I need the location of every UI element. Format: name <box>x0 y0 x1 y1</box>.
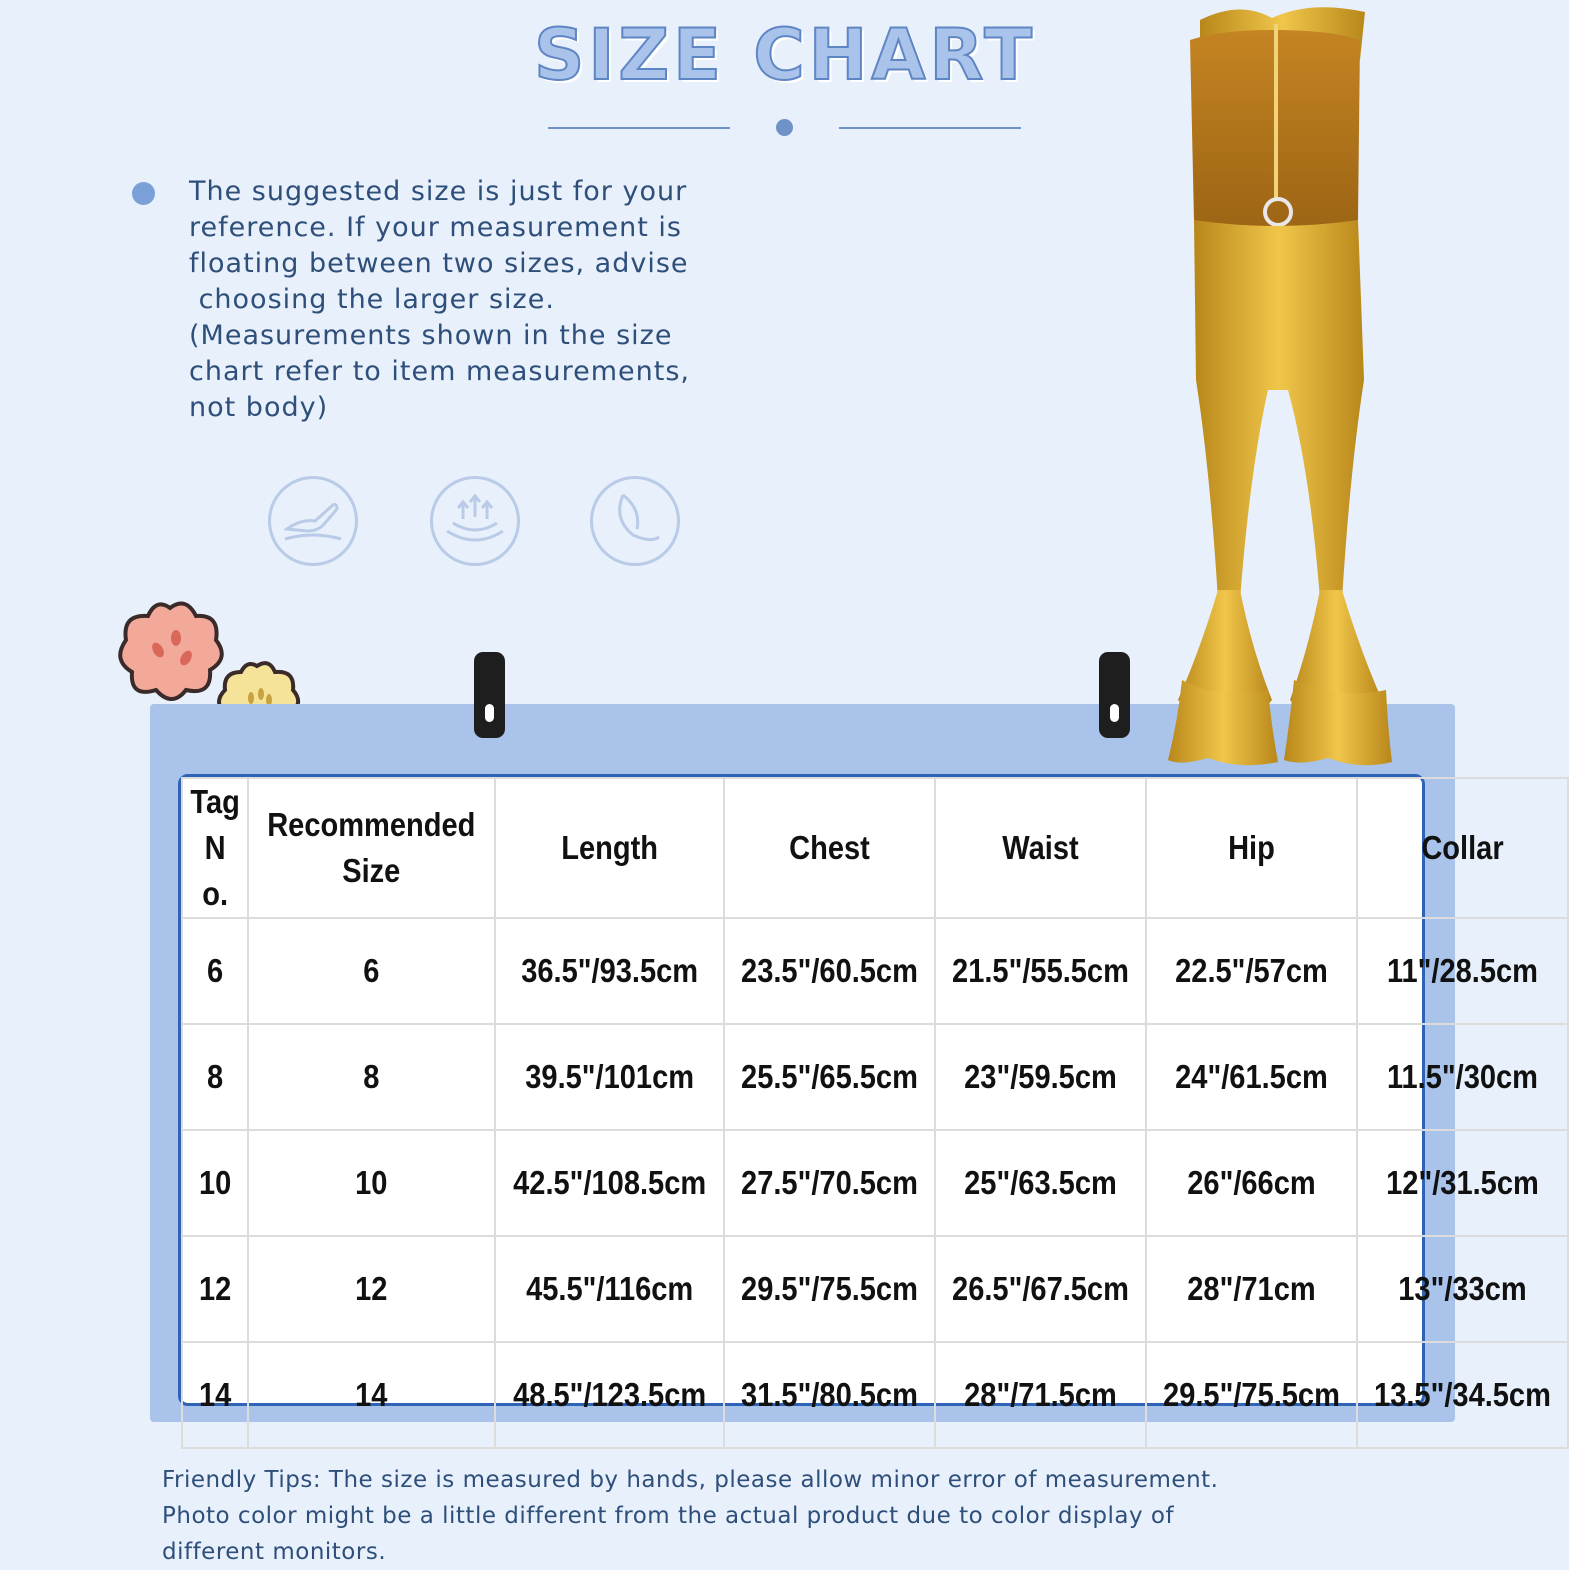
cell-recommended-size: 12 <box>263 1236 480 1342</box>
cell-length: 36.5"/93.5cm <box>509 918 711 1024</box>
table-row <box>182 1342 1568 1448</box>
cell-tag-no: 6 <box>186 918 244 1024</box>
soft-touch-hand-icon <box>268 476 358 566</box>
note-line: chart refer to item measurements, <box>189 356 690 387</box>
cell-chest: 23.5"/60.5cm <box>737 918 923 1024</box>
cell-tag-no: 14 <box>186 1342 244 1448</box>
cell-recommended-size: 8 <box>263 1024 480 1130</box>
note-line: reference. If your measurement is <box>189 212 682 243</box>
cell-chest: 29.5"/75.5cm <box>737 1236 923 1342</box>
size-table <box>181 777 1569 1449</box>
cell-length: 42.5"/108.5cm <box>509 1130 711 1236</box>
cell-hip: 24"/61.5cm <box>1159 1024 1345 1130</box>
cell-collar: 11"/28.5cm <box>1370 918 1556 1024</box>
tips-line: Photo color might be a little different from the actual product due to color display of <box>162 1503 1175 1529</box>
note-line: choosing the larger size. <box>189 284 555 315</box>
title-divider-right <box>839 127 1021 129</box>
header-tag-no: Tag N o. <box>186 778 244 918</box>
cell-hip: 22.5"/57cm <box>1159 918 1345 1024</box>
cell-collar: 12"/31.5cm <box>1370 1130 1556 1236</box>
cell-tag-no: 10 <box>186 1130 244 1236</box>
cell-hip: 28"/71cm <box>1159 1236 1345 1342</box>
cell-waist: 23"/59.5cm <box>948 1024 1134 1130</box>
cell-waist: 28"/71.5cm <box>948 1342 1134 1448</box>
table-row <box>182 918 1568 1024</box>
cell-chest: 31.5"/80.5cm <box>737 1342 923 1448</box>
page-title: SIZE CHART <box>533 14 1037 96</box>
tips-line: different monitors. <box>162 1539 387 1565</box>
cell-length: 48.5"/123.5cm <box>509 1342 711 1448</box>
cell-recommended-size: 6 <box>263 918 480 1024</box>
title-divider-dot <box>776 119 793 136</box>
cell-length: 39.5"/101cm <box>509 1024 711 1130</box>
header-chest: Chest <box>737 778 923 918</box>
cell-recommended-size: 10 <box>263 1130 480 1236</box>
cell-recommended-size: 14 <box>263 1342 480 1448</box>
header-recommended-size: Recommended Size <box>263 778 480 918</box>
cell-chest: 25.5"/65.5cm <box>737 1024 923 1130</box>
table-row <box>182 1024 1568 1130</box>
product-image <box>1160 0 1400 770</box>
header-hip: Hip <box>1159 778 1345 918</box>
cell-tag-no: 12 <box>186 1236 244 1342</box>
note-line: (Measurements shown in the size <box>189 320 673 351</box>
note-line: The suggested size is just for your <box>189 176 688 207</box>
title-divider-left <box>548 127 730 129</box>
lightweight-feather-icon <box>590 476 680 566</box>
cell-waist: 21.5"/55.5cm <box>948 918 1134 1024</box>
binder-clip-left <box>474 652 505 738</box>
stretch-arrows-icon <box>430 476 520 566</box>
cell-waist: 25"/63.5cm <box>948 1130 1134 1236</box>
tips-line: Friendly Tips: The size is measured by hands, please allow minor error of measurement. <box>162 1467 1219 1493</box>
size-note <box>189 174 849 426</box>
header-waist: Waist <box>948 778 1134 918</box>
friendly-tips <box>162 1462 1482 1570</box>
header-collar: Collar <box>1370 778 1556 918</box>
cell-tag-no: 8 <box>186 1024 244 1130</box>
cell-chest: 27.5"/70.5cm <box>737 1130 923 1236</box>
header-length: Length <box>509 778 711 918</box>
table-header-row <box>182 778 1568 918</box>
cell-length: 45.5"/116cm <box>509 1236 711 1342</box>
cell-hip: 26"/66cm <box>1159 1130 1345 1236</box>
note-line: not body) <box>189 392 329 423</box>
note-line: floating between two sizes, advise <box>189 248 689 279</box>
binder-clip-right <box>1099 652 1130 738</box>
table-row <box>182 1236 1568 1342</box>
cell-waist: 26.5"/67.5cm <box>948 1236 1134 1342</box>
cell-hip: 29.5"/75.5cm <box>1159 1342 1345 1448</box>
cell-collar: 11.5"/30cm <box>1370 1024 1556 1130</box>
cell-collar: 13"/33cm <box>1370 1236 1556 1342</box>
note-bullet <box>132 182 155 205</box>
size-table-container <box>178 774 1551 1413</box>
cell-collar: 13.5"/34.5cm <box>1370 1342 1556 1448</box>
table-row <box>182 1130 1568 1236</box>
